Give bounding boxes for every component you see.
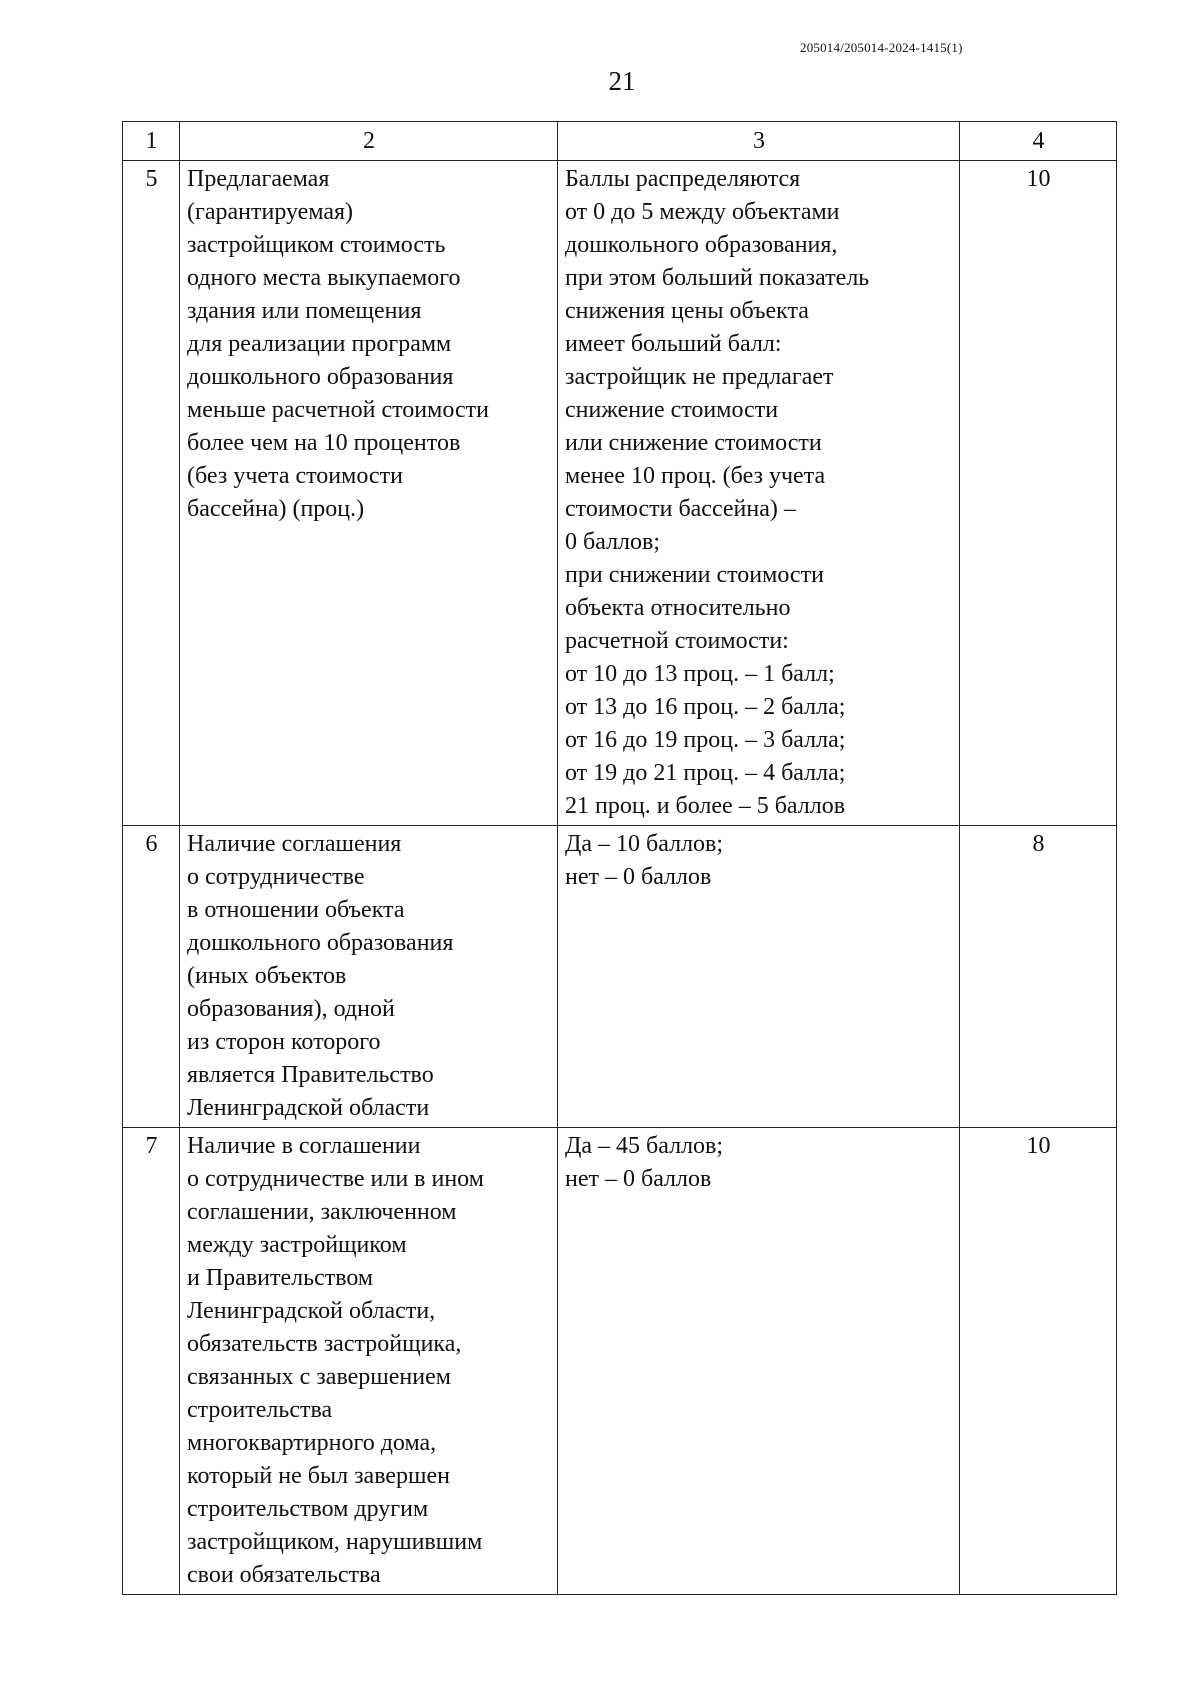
text-line: в отношении объекта bbox=[187, 897, 405, 923]
text-line: дошкольного образования bbox=[187, 930, 454, 956]
column-header-4: 4 bbox=[960, 122, 1117, 161]
text-line: связанных с завершением bbox=[187, 1364, 451, 1390]
text-line: нет – 0 баллов bbox=[565, 1166, 712, 1192]
text-line: нет – 0 баллов bbox=[565, 864, 712, 890]
scoring-cell bbox=[558, 826, 960, 1128]
text-line: 0 баллов; bbox=[565, 529, 661, 555]
text-line: строительства bbox=[187, 1397, 333, 1423]
text-line: обязательств застройщика, bbox=[187, 1331, 462, 1357]
text-line: Предлагаемая bbox=[187, 166, 330, 192]
text-line: который не был завершен bbox=[187, 1463, 451, 1489]
text-line: Наличие в соглашении bbox=[187, 1133, 421, 1159]
table-row bbox=[123, 161, 1117, 826]
text-line: многоквартирного дома, bbox=[187, 1430, 437, 1456]
text-line: снижения цены объекта bbox=[565, 298, 809, 324]
text-line: меньше расчетной стоимости bbox=[187, 397, 489, 423]
text-line: застройщик не предлагает bbox=[565, 364, 834, 390]
table-row bbox=[123, 1128, 1117, 1595]
criterion-cell bbox=[180, 161, 558, 826]
document-id: 205014/205014-2024-1415(1) bbox=[800, 40, 963, 55]
weight-cell: 8 bbox=[960, 826, 1117, 1128]
text-line: здания или помещения bbox=[187, 298, 422, 324]
text-line: бассейна) (проц.) bbox=[187, 496, 365, 522]
text-line: или снижение стоимости bbox=[565, 430, 822, 456]
column-header-2: 2 bbox=[180, 122, 558, 161]
text-line: Наличие соглашения bbox=[187, 831, 402, 857]
scoring-cell bbox=[558, 1128, 960, 1595]
text-line: свои обязательства bbox=[187, 1562, 381, 1588]
criterion-cell bbox=[180, 1128, 558, 1595]
text-line: о сотрудничестве bbox=[187, 864, 365, 890]
text-line: строительством другим bbox=[187, 1496, 429, 1522]
text-line: менее 10 проц. (без учета bbox=[565, 463, 826, 489]
text-line: имеет больший балл: bbox=[565, 331, 782, 357]
text-line: одного места выкупаемого bbox=[187, 265, 461, 291]
text-line: Ленинградской области bbox=[187, 1095, 430, 1121]
text-line: 21 проц. и более – 5 баллов bbox=[565, 793, 846, 819]
scoring-cell bbox=[558, 161, 960, 826]
text-line: при этом больший показатель bbox=[565, 265, 870, 291]
text-line: от 0 до 5 между объектами bbox=[565, 199, 840, 225]
text-line: застройщиком стоимость bbox=[187, 232, 446, 258]
text-line: (иных объектов bbox=[187, 963, 347, 989]
text-line: от 10 до 13 проц. – 1 балл; bbox=[565, 661, 835, 687]
text-line: (без учета стоимости bbox=[187, 463, 403, 489]
text-line: расчетной стоимости: bbox=[565, 628, 789, 654]
text-line: о сотрудничестве или в ином bbox=[187, 1166, 484, 1192]
text-line: от 19 до 21 проц. – 4 балла; bbox=[565, 760, 846, 786]
text-line: снижение стоимости bbox=[565, 397, 779, 423]
table-header-row bbox=[123, 122, 1117, 161]
text-line: стоимости бассейна) – bbox=[565, 496, 796, 522]
row-number: 6 bbox=[123, 826, 180, 1128]
column-header-1: 1 bbox=[123, 122, 180, 161]
criteria-table bbox=[122, 121, 1117, 1595]
text-line: для реализации программ bbox=[187, 331, 452, 357]
text-line: дошкольного образования bbox=[187, 364, 454, 390]
text-line: между застройщиком bbox=[187, 1232, 407, 1258]
text-line: Да – 45 баллов; bbox=[565, 1133, 724, 1159]
criterion-cell bbox=[180, 826, 558, 1128]
text-line: застройщиком, нарушившим bbox=[187, 1529, 483, 1555]
text-line: при снижении стоимости bbox=[565, 562, 824, 588]
text-line: более чем на 10 процентов bbox=[187, 430, 461, 456]
text-line: объекта относительно bbox=[565, 595, 791, 621]
page-number: 21 bbox=[608, 66, 636, 96]
column-header-3: 3 bbox=[558, 122, 960, 161]
text-line: является Правительство bbox=[187, 1062, 434, 1088]
text-line: Да – 10 баллов; bbox=[565, 831, 724, 857]
row-number: 5 bbox=[123, 161, 180, 826]
text-line: из сторон которого bbox=[187, 1029, 381, 1055]
text-line: дошкольного образования, bbox=[565, 232, 838, 258]
text-line: образования), одной bbox=[187, 996, 395, 1022]
text-line: от 16 до 19 проц. – 3 балла; bbox=[565, 727, 846, 753]
text-line: соглашении, заключенном bbox=[187, 1199, 457, 1225]
text-line: и Правительством bbox=[187, 1265, 374, 1291]
text-line: Баллы распределяются bbox=[565, 166, 801, 192]
row-number: 7 bbox=[123, 1128, 180, 1595]
text-line: (гарантируемая) bbox=[187, 199, 354, 225]
weight-cell: 10 bbox=[960, 161, 1117, 826]
weight-cell: 10 bbox=[960, 1128, 1117, 1595]
text-line: Ленинградской области, bbox=[187, 1298, 436, 1324]
table-row bbox=[123, 826, 1117, 1128]
text-line: от 13 до 16 проц. – 2 балла; bbox=[565, 694, 846, 720]
